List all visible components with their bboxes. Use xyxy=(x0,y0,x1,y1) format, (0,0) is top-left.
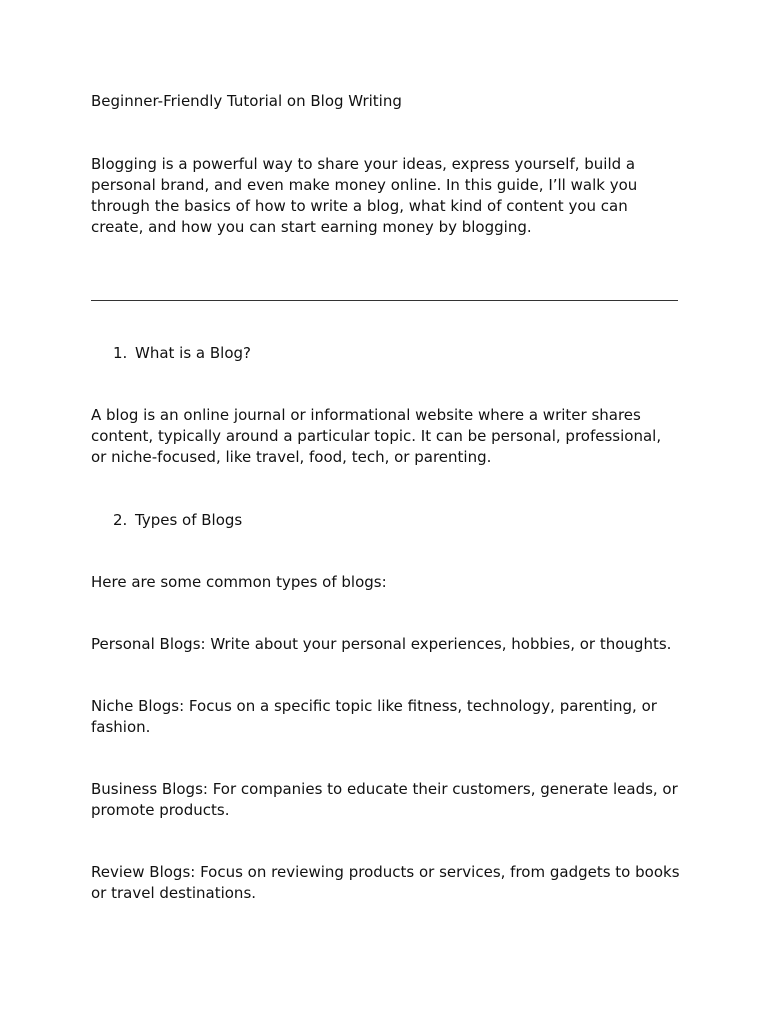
section-heading-text: Types of Blogs xyxy=(135,511,243,529)
section-number: 1. xyxy=(113,344,128,362)
section-heading-types-of-blogs xyxy=(113,510,242,531)
section-heading-what-is-a-blog xyxy=(113,343,251,364)
section-heading-text: What is a Blog? xyxy=(135,344,252,362)
document-title: Beginner-Friendly Tutorial on Blog Writing xyxy=(91,92,402,110)
types-intro-paragraph: Here are some common types of blogs: xyxy=(91,573,387,591)
horizontal-divider xyxy=(91,300,678,301)
what-is-a-blog-paragraph: A blog is an online journal or informational website where a writer shares content, typically around a particular topic. It can be personal, professional, or niche-focused, like travel, food, tech, or parenting. xyxy=(91,406,662,466)
blog-type-business: Business Blogs: For companies to educate their customers, generate leads, or promote products. xyxy=(91,780,678,819)
blog-type-niche: Niche Blogs: Focus on a specific topic like fitness, technology, parenting, or fashion. xyxy=(91,697,657,736)
intro-paragraph: Blogging is a powerful way to share your ideas, express yourself, build a personal brand, and even make money online. In this guide, I’ll walk you through the basics of how to write a blog, what kind of content you can create, and how you can start earning money by blogging. xyxy=(91,155,638,236)
section-number: 2. xyxy=(113,511,128,529)
blog-type-personal: Personal Blogs: Write about your personal experiences, hobbies, or thoughts. xyxy=(91,635,672,653)
blog-type-review: Review Blogs: Focus on reviewing products or services, from gadgets to books or travel destinations. xyxy=(91,863,680,902)
